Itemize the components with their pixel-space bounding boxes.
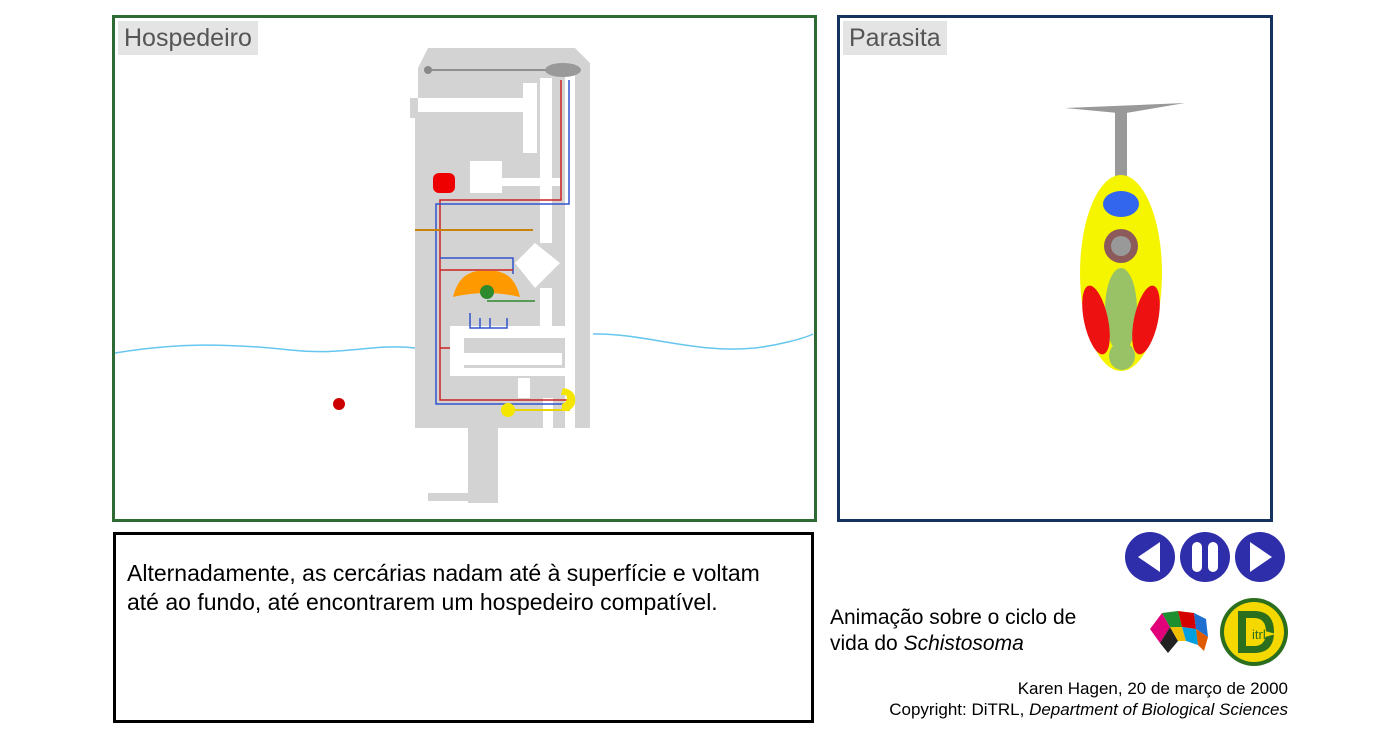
host-gonad-duct — [501, 403, 515, 417]
pause-icon — [1179, 531, 1231, 583]
host-ganglion — [480, 285, 494, 299]
triangle-left-icon — [1124, 531, 1176, 583]
host-heart — [433, 173, 455, 193]
water-surface-left — [115, 345, 415, 353]
about-line-2-prefix: vida do — [830, 632, 904, 655]
about-line-1: Animação sobre o ciclo de — [830, 606, 1077, 629]
credits — [889, 678, 1288, 720]
about-line-2 — [830, 631, 1076, 657]
cercaria-tail — [1115, 111, 1127, 181]
author-line: Karen Hagen, 20 de março de 2000 — [1017, 679, 1288, 698]
caption-box — [113, 532, 814, 723]
forward-button[interactable] — [1234, 531, 1286, 583]
host-panel-title: Hospedeiro — [118, 21, 258, 55]
cercaria-diagram — [840, 18, 1271, 520]
about-text — [830, 605, 1076, 657]
about-species-name: Schistosoma — [903, 632, 1024, 655]
cercaria-ventral-sucker-center — [1111, 236, 1131, 256]
cercaria-gut-bottom — [1109, 342, 1135, 370]
water-surface-right — [593, 334, 813, 349]
parasite-panel-title: Parasita — [843, 21, 947, 55]
host-scene — [115, 18, 815, 520]
copyright-line — [889, 699, 1288, 720]
host-panel — [112, 15, 817, 522]
ditrl-logo-text: itrl — [1252, 627, 1266, 642]
copyright-department: Department of Biological Sciences — [1029, 700, 1288, 719]
cercaria-gut — [1105, 268, 1137, 352]
colorful-cube-logo-icon[interactable] — [1148, 607, 1210, 655]
cercaria-oral-sucker — [1103, 191, 1139, 217]
cercaria-dot — [333, 398, 345, 410]
parasite-panel — [837, 15, 1273, 522]
ditrl-logo-icon[interactable] — [1216, 597, 1292, 667]
back-button[interactable] — [1124, 531, 1176, 583]
caption-text: Alternadamente, as cercárias nadam até à superfície e voltam até ao fundo, até encontrarem um hospedeiro compatível. — [127, 560, 760, 615]
triangle-right-icon — [1234, 531, 1286, 583]
pause-button[interactable] — [1179, 531, 1231, 583]
copyright-prefix: Copyright: DiTRL, — [889, 700, 1030, 719]
